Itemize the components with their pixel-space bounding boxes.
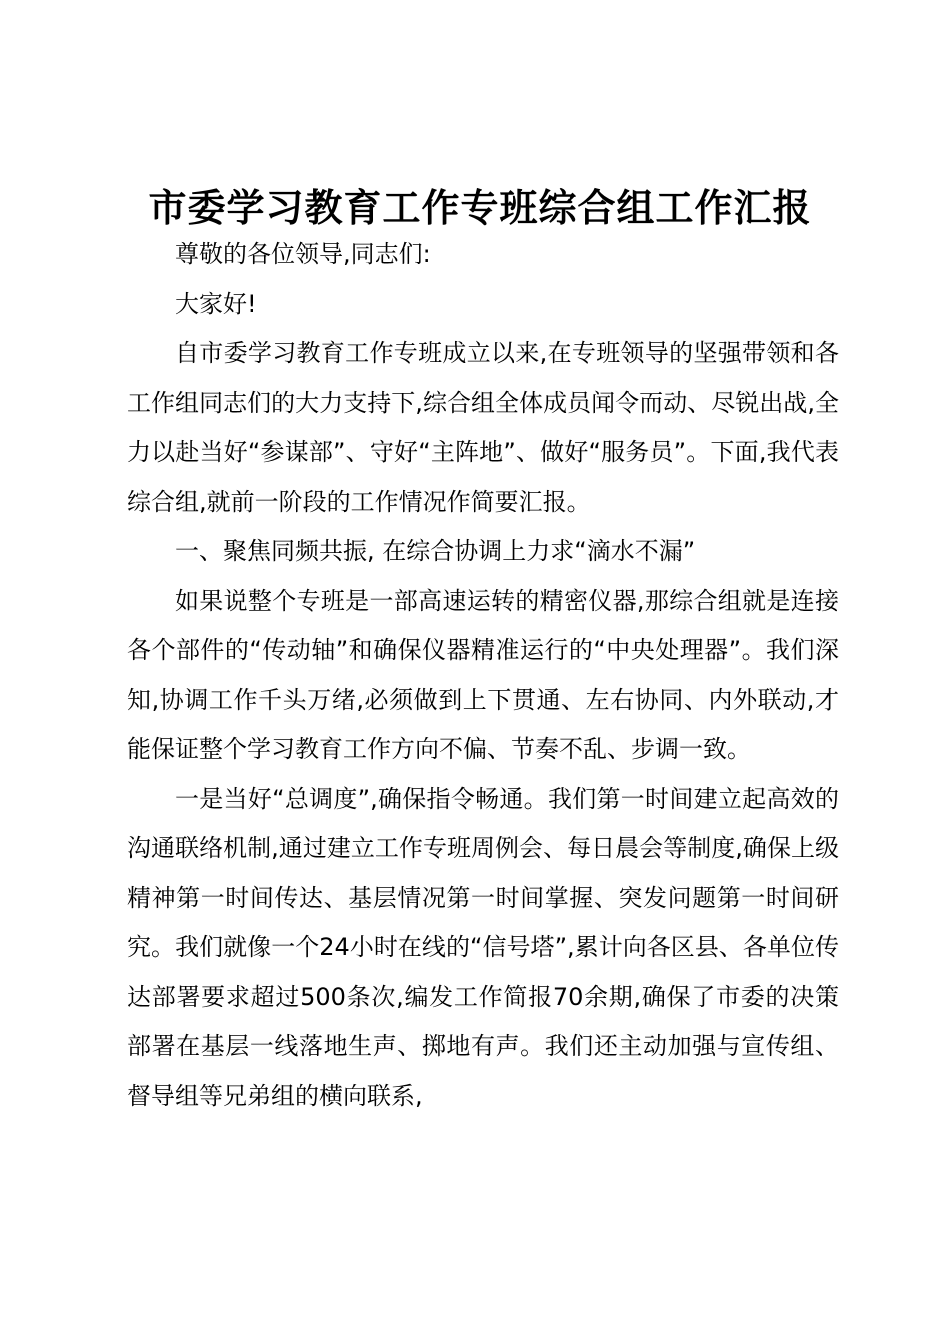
- document-body: [127, 230, 839, 1121]
- intro-paragraph: 自市委学习教育工作专班成立以来,在专班领导的坚强带领和各工作组同志们的大力支持下,综合组全体成员闻令而动、尽锐出战,全力以赴当好“参谋部”、守好“主阵地”、做好“服务员”。下面,我代表综合组,就前一阶段的工作情况作简要汇报。: [127, 339, 839, 516]
- section-heading: 一、聚焦同频共振, 在综合协调上力求“滴水不漏”: [175, 537, 696, 565]
- body-paragraph: 一是当好“总调度”,确保指令畅通。我们第一时间建立起高效的沟通联络机制,通过建立工作专班周例会、每日晨会等制度,确保上级精神第一时间传达、基层情况第一时间掌握、突发问题第一时间研究。我们就像一个24小时在线的“信号塔”,累计向各区县、各单位传达部署要求超过500条次,编发工作简报70余期,确保了市委的决策部署在基层一线落地生声、掷地有声。我们还主动加强与宣传组、督导组等兄弟组的横向联系,: [127, 784, 839, 1110]
- salutation-paragraph: 尊敬的各位领导,同志们:: [175, 240, 431, 268]
- document-title: 市委学习教育工作专班综合组工作汇报: [148, 186, 812, 230]
- body-paragraph: 如果说整个专班是一部高速运转的精密仪器,那综合组就是连接各个部件的“传动轴”和确保仪器精准运行的“中央处理器”。我们深知,协调工作千头万绪,必须做到上下贯通、左右协同、内外联动,才能保证整个学习教育工作方向不偏、节奏不乱、步调一致。: [127, 586, 839, 763]
- greeting-paragraph: 大家好!: [175, 289, 257, 318]
